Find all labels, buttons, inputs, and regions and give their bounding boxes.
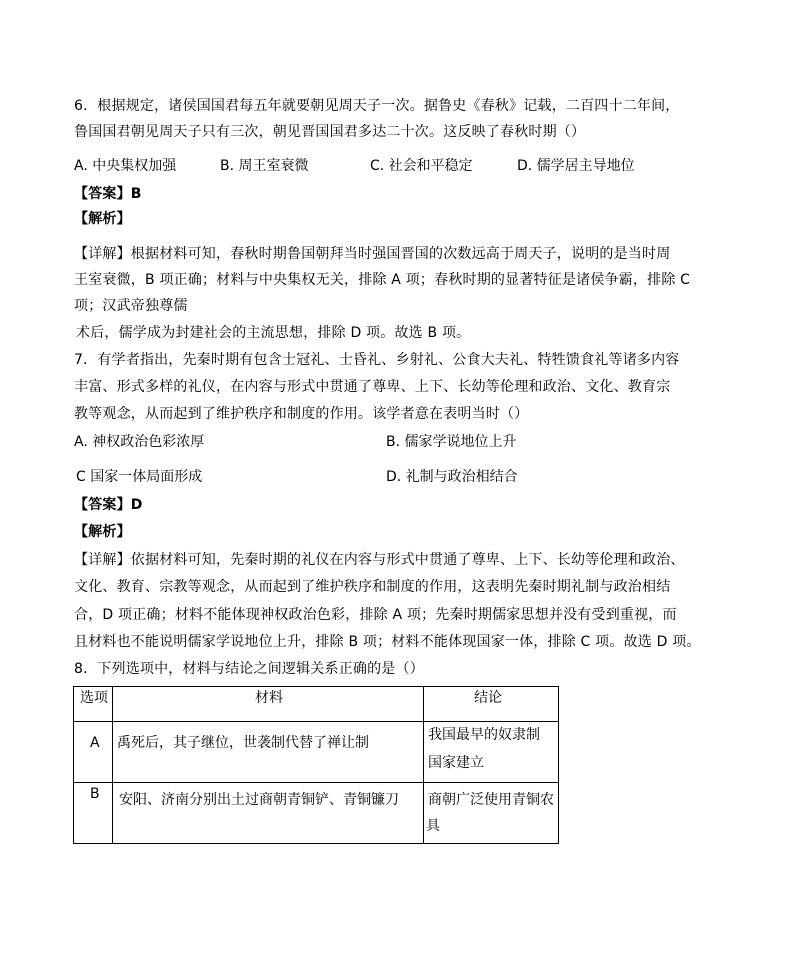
- q7-detail-line-1: 【详解】依据材料可知，先秦时期的礼仪在内容与形式中贯通了尊卑、上下、长幼等伦理和政治、: [74, 552, 685, 568]
- q7-option-a: A. 神权政治色彩浓厚: [74, 434, 205, 450]
- q6-option-b: B. 周王室衰微: [220, 158, 309, 174]
- q7-option-b: B. 儒家学说地位上升: [386, 434, 517, 450]
- table-header-row: [74, 687, 559, 722]
- q6-detail-line-3: 项；汉武帝独尊儒: [74, 298, 188, 314]
- q7-analysis-label: 【解析】: [74, 524, 131, 540]
- q6-detail-line-2: 王室衰微，B 项正确；材料与中央集权无关，排除 A 项；春秋时期的显著特征是诸侯争霸，排除 C: [74, 272, 691, 288]
- q7-detail-line-4: 且材料也不能说明儒家学说地位上升，排除 B 项；材料不能体现国家一体，排除 C 项。故选 D 项。: [74, 634, 701, 650]
- row-b-option: B: [90, 786, 100, 802]
- q6-detail-line-1: 【详解】根据材料可知，春秋时期鲁国朝拜当时强国晋国的次数远高于周天子，说明的是当时周: [74, 246, 671, 262]
- q6-option-a: A. 中央集权加强: [74, 158, 177, 174]
- row-a-option: A: [90, 735, 100, 751]
- q7-stem-line-2: 丰富、形式多样的礼仪，在内容与形式中贯通了尊卑、上下、长幼等伦理和政治、文化、教育宗: [74, 379, 671, 395]
- header-conclusion: 结论: [474, 690, 502, 706]
- row-a-conclusion-line-2: 国家建立: [428, 755, 484, 771]
- table-row: [74, 783, 559, 844]
- header-option: 选项: [80, 690, 108, 706]
- q8-stem: 8．下列选项中，材料与结论之间逻辑关系正确的是（）: [74, 661, 424, 677]
- q7-option-d: D. 礼制与政治相结合: [386, 469, 518, 485]
- table-row: [74, 722, 559, 783]
- row-b-material: 安阳、济南分别出土过商朝青铜铲、青铜镰刀: [119, 792, 399, 808]
- q6-option-c: C. 社会和平稳定: [370, 158, 473, 174]
- q8-table: [73, 686, 559, 844]
- q7-stem-line-1: 7．有学者指出，先秦时期有包含士冠礼、士昏礼、乡射礼、公食大夫礼、特牲馈食礼等诸多内容: [74, 352, 680, 368]
- q7-answer: 【答案】D: [74, 497, 143, 513]
- q7-stem-line-3: 教等观念，从而起到了维护秩序和制度的作用。该学者意在表明当时（）: [74, 406, 529, 422]
- header-material: 材料: [255, 690, 283, 706]
- q6-detail-line-4: 术后，儒学成为封建社会的主流思想，排除 D 项。故选 B 项。: [76, 325, 471, 341]
- q7-detail-line-2: 文化、教育、宗教等观念，从而起到了维护秩序和制度的作用，这表明先秦时期礼制与政治相结: [74, 579, 671, 595]
- q6-option-d: D. 儒学居主导地位: [517, 158, 635, 174]
- q7-detail-line-3: 合，D 项正确；材料不能体现神权政治色彩，排除 A 项；先秦时期儒家思想并没有受到重视，而: [74, 607, 677, 623]
- q7-option-c: C 国家一体局面形成: [76, 469, 203, 485]
- row-b-conclusion-line-2: 具: [426, 818, 440, 834]
- row-a-material: 禹死后，其子继位，世袭制代替了禅让制: [117, 735, 369, 751]
- q6-stem-line-2: 鲁国国君朝见周天子只有三次，朝见晋国国君多达二十次。这反映了春秋时期（）: [74, 124, 586, 140]
- q6-analysis-label: 【解析】: [74, 211, 131, 227]
- q6-stem-line-1: 6．根据规定，诸侯国国君每五年就要朝见周天子一次。据鲁史《春秋》记载，二百四十二年间，: [74, 98, 680, 114]
- row-a-conclusion-line-1: 我国最早的奴隶制: [428, 727, 540, 743]
- q6-answer: 【答案】B: [74, 186, 142, 202]
- row-b-conclusion-line-1: 商朝广泛使用青铜农: [428, 792, 554, 808]
